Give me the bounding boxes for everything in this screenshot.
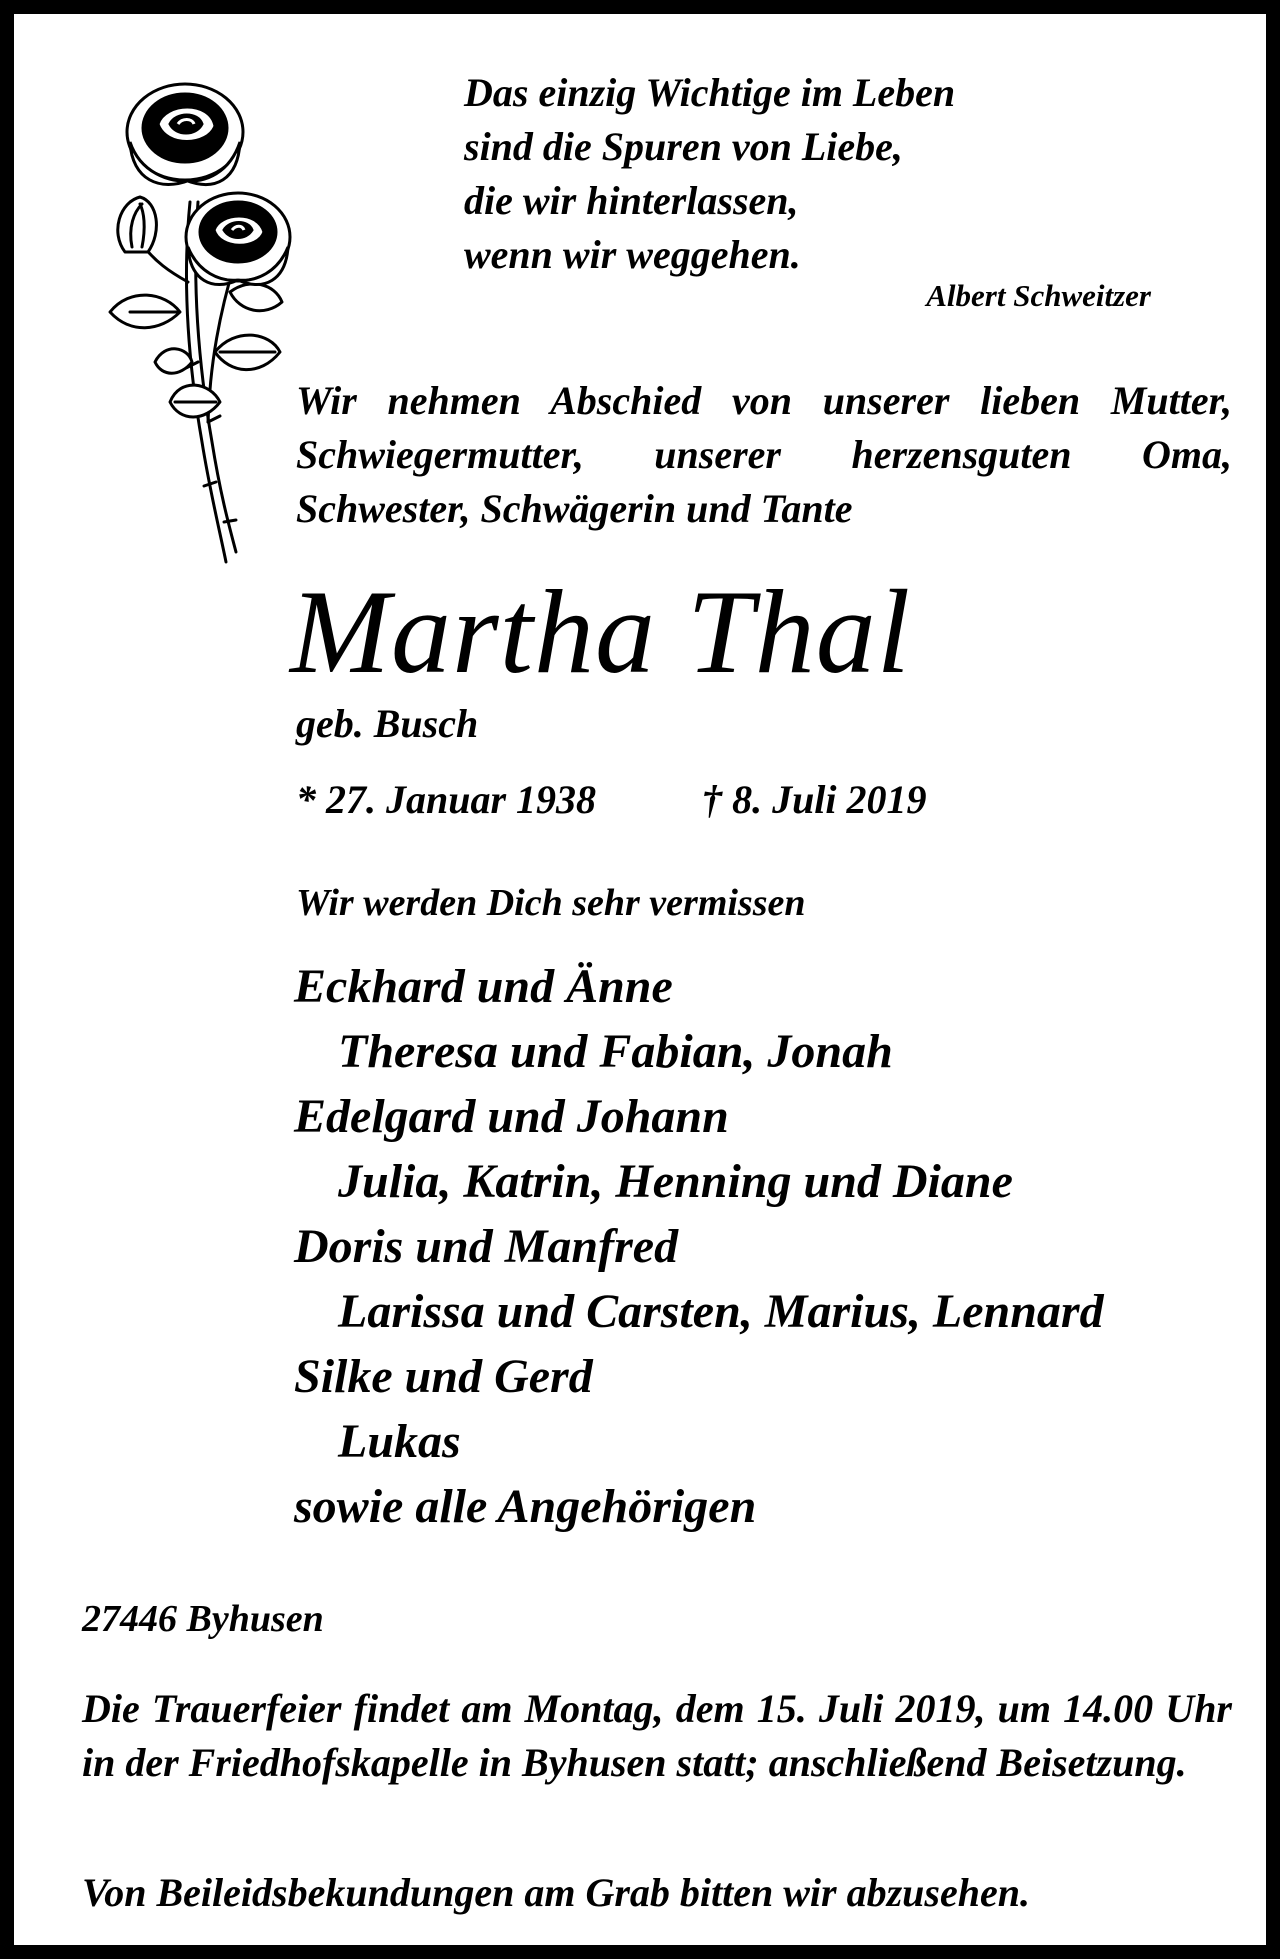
family-entry: Julia, Katrin, Henning und Diane [338,1155,1013,1208]
family-entry: Theresa und Fabian, Jonah [338,1025,893,1078]
quote-author: Albert Schweitzer [926,278,1151,313]
quote [464,66,1204,282]
quote-line: wenn wir weggehen. [464,232,801,277]
birth-date: * 27. Januar 1938 [296,777,597,822]
farewell-intro: Wir nehmen Abschied von unserer lieben Mutter, Schwiegermutter, unserer herzensguten Oma, Schwester, Schwägerin und Tante [296,378,1232,531]
quote-line: sind die Spuren von Liebe, [464,124,903,169]
ceremony-notice: Die Trauerfeier findet am Montag, dem 15. Juli 2019, um 14.00 Uhr in der Friedhofskapelle in Byhusen statt; anschließend Beisetzung. [82,1686,1232,1785]
family-entry: sowie alle Angehörigen [294,1480,757,1533]
quote-line: die wir hinterlassen, [464,178,799,223]
condolence-notice: Von Beileidsbekundungen am Grab bitten wir abzusehen. [82,1870,1030,1915]
maiden-name: geb. Busch [296,701,479,746]
rose-illustration [70,62,300,572]
life-dates [296,774,927,826]
family-list [294,954,1104,1539]
family-entry: Eckhard und Änne [294,960,673,1013]
death-date: † 8. Juli 2019 [702,777,927,822]
quote-line: Das einzig Wichtige im Leben [464,70,956,115]
family-entry: Larissa und Carsten, Marius, Lennard [338,1285,1104,1338]
deceased-name: Martha Thal [290,565,912,698]
family-entry: Edelgard und Johann [294,1090,729,1143]
family-entry: Lukas [338,1415,461,1468]
place: 27446 Byhusen [82,1598,324,1640]
family-entry: Doris und Manfred [294,1220,679,1273]
family-entry: Silke und Gerd [294,1350,593,1403]
miss-line: Wir werden Dich sehr vermissen [296,882,806,924]
